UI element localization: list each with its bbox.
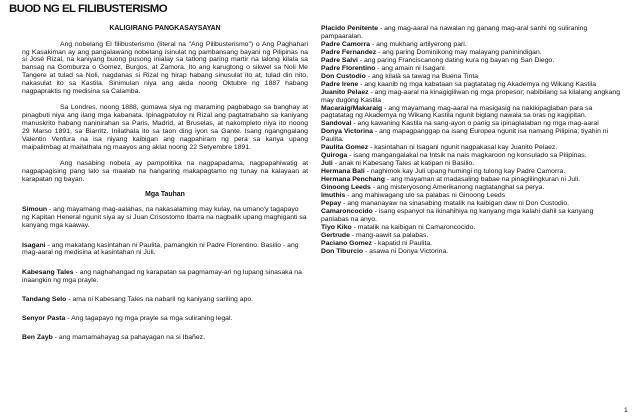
character-description: - ang mag-aaral na kinagigiliwan ng mga propesor; nabibilang sa kilalang angkang may dugóng Kastila (321, 88, 621, 104)
character-name: Macaraig/Makaraig (321, 104, 383, 112)
character-entry (22, 269, 308, 285)
character-name: Juanito Pelaez (321, 88, 369, 96)
character-name: Don Custodio (321, 72, 366, 80)
character-description: - ama ni Kabesang Tales na nabaril ng kaniyang sariling apo. (66, 295, 254, 303)
character-description: - ang naghahangad ng karapatan sa pagmamay-ari ng lupang sinasaka na inaangkin ng mga prayle. (22, 268, 302, 284)
character-entry (321, 120, 623, 128)
character-name: Padre Salvi (321, 56, 358, 64)
character-entry (22, 334, 308, 342)
character-entry (321, 49, 623, 57)
character-name: Simoun (22, 206, 48, 214)
character-description: - ang paring Dominikong may malayang paninindigan. (376, 48, 542, 56)
character-description: - matalik na kaibigan ni Camaroncocido. (351, 223, 476, 231)
character-description: - ang mahiwagang ulo sa palabas ni Ginoong Leeds (345, 192, 506, 200)
character-description: - ang mayaman at madasaling babae na pinaglilingkuran ni Juli. (384, 176, 581, 184)
character-name: Padre Florentino (321, 64, 376, 72)
paragraph-1: Ang nobelang El filibusterismo (literal na "Ang Pilibusterismo") o Ang Paghahari ng Kasakiman ay ang pangalawang nobelang isinulat ng pambansang bayani ng Pilipinas na si José Rizal, na kaniyang buong pusong inialay sa tatlong paring martir na lalong kilala sa bansag na Gomburza o Gomez, Burgos, at Zamora. Ito ang karugtong o sikwel sa Noli Me Tangere at tulad sa Noli, nagdanas si Rizal ng hirap habang sinusulat ito at, tulad din nito, nakasulat ito sa Kastila. Sinimulan niya ang akda noong Oktubre ng 1887 habang nagpapraktis ng medisina sa Calamba. (22, 40, 308, 96)
character-name: Tandang Selo (22, 295, 67, 303)
character-entry (321, 105, 623, 121)
character-name: Camaroncocido (321, 207, 373, 215)
character-name: Ginoong Leeds (321, 184, 371, 192)
right-column (321, 25, 623, 256)
character-description: - ang mayamang mag-aalahas, na nakasalaming may kulay, na umano'y tagapayo ng Kapitan Heneral ngunit siya ay si Juan Crisostomo Ibarra na nagbalik upang maghiganti sa kanyang mga kaaway. (22, 206, 307, 230)
character-description: - ang kawaning Kastila na sang-ayon o panig sa ipinaglalaban ng mga mag-aaral (351, 120, 599, 128)
character-name: Kabesang Tales (22, 268, 74, 276)
character-name: Pepay (321, 199, 342, 207)
page-number: 1 (624, 407, 628, 414)
character-description: - ang mayamang mag-aaral na masigasig na nakikipaglaban para sa pagtatatag ng Akademya ng Wikang Kastila ngunit biglang nawala sa oras ng kagipitan. (321, 104, 593, 120)
character-name: Padre Fernandez (321, 48, 377, 56)
character-description: - naghimok kay Juli upang humingi ng tulong kay Padre Camorra. (364, 168, 566, 176)
character-name: Tiyo Kiko (321, 223, 352, 231)
character-entry (321, 208, 623, 224)
character-name: Sandoval (321, 120, 352, 128)
character-description: - ang mananayaw na sinasabing matalik na kaibigan daw ni Don Custodio. (341, 199, 570, 207)
character-name: Padre Camorra (321, 40, 371, 48)
characters-list-left (22, 206, 308, 342)
character-entry (321, 248, 623, 256)
character-description: - anak ni Kabesang Tales at katipan ni Basilio. (332, 160, 475, 168)
character-description: - asawa ni Donya Victorina. (363, 247, 449, 255)
character-entry (321, 25, 623, 41)
character-entry (321, 192, 623, 200)
character-entry (321, 65, 623, 73)
character-description: - ang amain ni Isagani (375, 64, 445, 72)
character-entry (321, 73, 623, 81)
character-description: - ang paring Franciscanong dating kura ng bayan ng San Diego. (357, 56, 555, 64)
character-name: Gertrude (321, 231, 350, 239)
character-name: Paulita Gomez (321, 144, 369, 152)
character-name: Imuthis (321, 192, 346, 200)
character-entry (321, 81, 623, 89)
character-entry (22, 242, 308, 258)
characters-heading: Mga Tauhan (145, 190, 185, 198)
character-description: - kapatid ni Paulita. (371, 239, 433, 247)
character-name: Quiroga (321, 152, 348, 160)
character-entry (22, 315, 308, 323)
character-entry (321, 184, 623, 192)
character-name: Ben Zayb (22, 334, 53, 342)
character-name: Donya Victorina (321, 128, 373, 136)
character-entry (321, 128, 623, 144)
character-name: Juli (321, 160, 333, 168)
character-name: Padre Irene (321, 80, 359, 88)
character-description: - Ang tagapayo ng mga prayle sa mga suliraning legal. (65, 315, 233, 323)
document-title: BUOD NG EL FILIBUSTERISMO (9, 3, 168, 15)
character-entry (321, 144, 623, 152)
character-description: - ang kilalà sa tawag na Buena Tinta (365, 72, 479, 80)
character-description: - ang misteryosong Amerikanong nagtatanghal sa perya. (370, 184, 545, 192)
character-name: Don Tiburcio (321, 247, 364, 255)
character-name: Hermana Bali (321, 168, 365, 176)
character-description: - kasintahan ni Isagani ngunit nagpakasal kay Juanito Pelaez. (368, 144, 558, 152)
character-entry (321, 240, 623, 248)
left-column (22, 25, 308, 354)
character-entry (321, 41, 623, 49)
character-entry (321, 152, 623, 160)
character-description: - ang mapagpanggap na isang Europea ngunit isa namang Pilipina; tiyahin ni Paulita. (321, 128, 609, 144)
character-entry (321, 57, 623, 65)
character-description: - ang makatang kasintahan ni Paulita, pamangkin ni Padre Florentino. Basilio - ang mag-aaral ng medisina at kasintahan ni Juli. (22, 241, 299, 257)
character-entry (321, 160, 623, 168)
character-description: - ang mag-aaral na nawalan ng ganang mag-aral sanhi ng suliraning pampaaralan. (321, 25, 588, 40)
character-description: - ang kaanib ng mga kabataan sa pagtatatag ng Akademya ng Wikang Kastila (358, 80, 597, 88)
paragraph-2: Sa Londres, noong 1888, gumawa siya ng maraming pagbabago sa banghay at pinagbuti niya ang ilang mga kabanata. Ipinagpatuloy ni Rizal ang pagtatrabaho sa kaniyang manuskrito habang naninirahan sa Paris, Madrid, at Bruselas, at nakompleto niya ito noong 29 Marso 1891, sa Biarritz. Inilathala ito sa taon ding iyon sa Gante. Isang ngangngalang Valentin Ventura na isa niyang kaibigan ang nagpahiram ng pera sa kanya upang maipalimbag at mailathala ng maayos ang aklat noong 22 Setyembre 1891. (22, 104, 308, 151)
character-name: Senyor Pasta (22, 315, 66, 323)
section-heading: KALIGIRANG PANGKASAYSAYAN (109, 25, 221, 32)
character-entry (321, 232, 623, 240)
character-description: - mang-aawit sa palabas. (349, 231, 429, 239)
character-description: - isang mangangalakal na Intsik na nais magkaroon ng konsulado sa Pilipinas. (347, 152, 587, 160)
character-entry (321, 176, 623, 184)
character-entry (22, 206, 308, 230)
character-entry (22, 296, 308, 304)
character-entry (321, 200, 623, 208)
character-description: - ang mamamahayag sa pahayagan na si Ibañez. (52, 334, 205, 342)
character-name: Paciano Gomez (321, 239, 372, 247)
character-entry (321, 224, 623, 232)
character-entry (321, 89, 623, 105)
paragraph-3: Ang nasabing nobela ay pampolitika na nagpapadama, nagpapahiwatig at nagpapagising pang lalo sa maalab na hangaring makapagtamo ng tunay na kalayaan at karapatan ng bayan. (22, 159, 308, 183)
character-description: - ang mukhang artilyerong pari. (370, 40, 467, 48)
character-description: - isang espanyol na ikinahihiya ng kanyang mga kalahi dahil sa kanyang panlabas na anyo. (321, 207, 594, 223)
character-name: Isagani (22, 241, 46, 249)
character-name: Placido Penitente (321, 25, 379, 32)
character-entry (321, 168, 623, 176)
character-name: Hermana Penchang (321, 176, 385, 184)
